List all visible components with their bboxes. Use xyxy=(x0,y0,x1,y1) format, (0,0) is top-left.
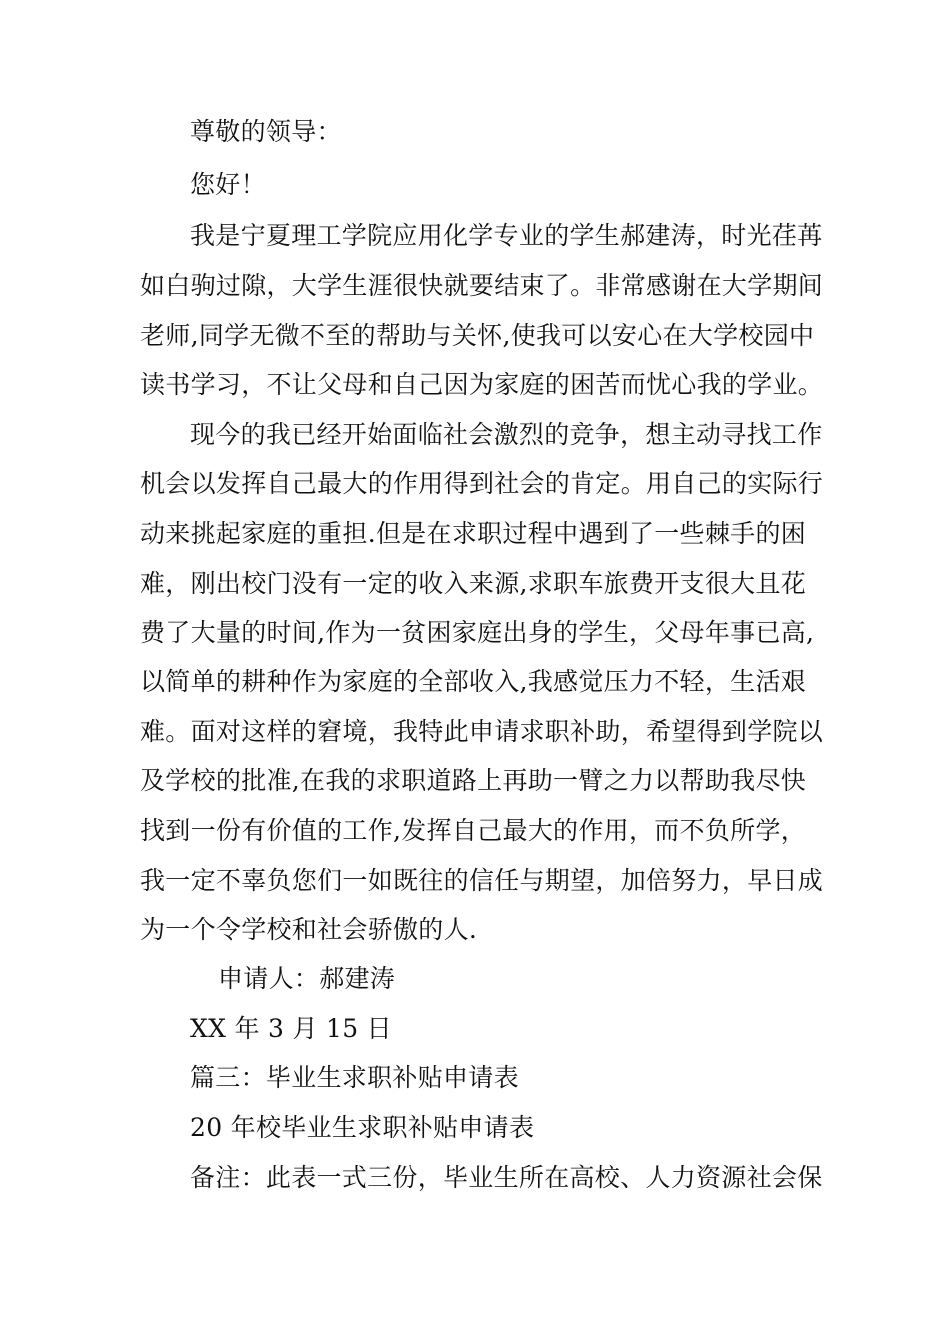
paragraph2-line: 及学校的批准,在我的求职道路上再助一臂之力以帮助我尽快 xyxy=(140,766,807,795)
paragraph2-line: 机会以发挥自己最大的作用得到社会的肯定。用自己的实际行 xyxy=(140,469,824,498)
note-line: 备注：此表一式三份，毕业生所在高校、人力资源社会保 xyxy=(190,1163,823,1192)
paragraph2-line: 难，刚出校门没有一定的收入来源,求职车旅费开支很大且花 xyxy=(140,569,807,598)
letter-date: XX 年 3 月 15 日 xyxy=(190,1014,392,1043)
paragraph2-line: 我一定不辜负您们一如既往的信任与期望，加倍努力，早日成 xyxy=(140,866,824,895)
applicant-signature: 申请人：郝建涛 xyxy=(218,964,396,993)
paragraph2-line: 现今的我已经开始面临社会激烈的竞争，想主动寻找工作 xyxy=(190,420,823,449)
paragraph1-line: 如白驹过隙，大学生涯很快就要结束了。非常感谢在大学期间 xyxy=(140,271,824,300)
paragraph1-line: 我是宁夏理工学院应用化学专业的学生郝建涛，时光荏苒 xyxy=(190,221,823,250)
paragraph2-line: 费了大量的时间,作为一贫困家庭出身的学生，父母年事已高, xyxy=(140,618,815,647)
form-title: 20 年校毕业生求职补贴申请表 xyxy=(190,1113,535,1142)
paragraph2-line: 难。面对这样的窘境，我特此申请求职补助，希望得到学院以 xyxy=(140,717,824,746)
paragraph1-line: 读书学习，不让父母和自己因为家庭的困苦而忧心我的学业。 xyxy=(140,370,824,399)
greeting-line: 您好！ xyxy=(190,170,266,199)
paragraph2-line: 以简单的耕种作为家庭的全部收入,我感觉压力不轻，生活艰 xyxy=(140,667,807,696)
paragraph2-line: 找到一份有价值的工作,发挥自己最大的作用，而不负所学， xyxy=(140,816,807,845)
paragraph1-line: 老师,同学无微不至的帮助与关怀,使我可以安心在大学校园中 xyxy=(140,321,815,350)
salutation: 尊敬的领导： xyxy=(190,117,342,146)
paragraph2-line: 动来挑起家庭的重担.但是在求职过程中遇到了一些棘手的困 xyxy=(140,519,807,548)
paragraph2-line: 为一个令学校和社会骄傲的人. xyxy=(140,915,478,944)
section-title: 篇三：毕业生求职补贴申请表 xyxy=(190,1063,519,1092)
